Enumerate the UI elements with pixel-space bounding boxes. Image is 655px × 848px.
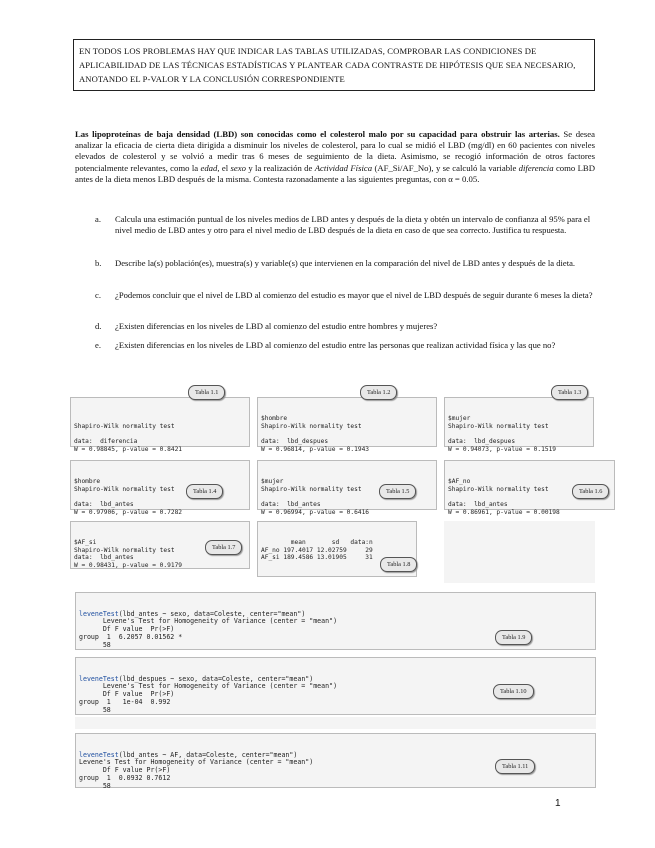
output-line: W = 0.98431, p-value = 0.9179 (74, 561, 183, 569)
output-line: W = 0.86961, p-value = 0.00198 (448, 508, 560, 516)
r-args: (lbd_antes ~ AF, data=Coleste, center="mean") (118, 750, 298, 759)
output-line: data: lbd_despues (261, 437, 329, 445)
output-line: data: lbd_antes (74, 554, 134, 562)
table-badge-1-1: Tabla 1.1 (188, 385, 225, 400)
table-badge-1-6: Tabla 1.6 (572, 484, 609, 499)
table-badge-1-8: Tabla 1.8 (380, 557, 417, 572)
table-badge-1-7: Tabla 1.7 (205, 540, 242, 555)
table-1-2 (257, 397, 437, 453)
r-args: (lbd_despues ~ sexo, data=Coleste, center="mean") (118, 674, 314, 683)
table-badge-1-10: Tabla 1.10 (493, 684, 534, 699)
r-args: (lbd_antes ~ sexo, data=Coleste, center="mean") (118, 609, 306, 618)
question-label: c. (95, 290, 101, 300)
output-line: $mujer (261, 478, 284, 486)
r-function: leveneTest (79, 674, 119, 683)
intro-connector: y la realización de (245, 162, 315, 173)
output-line: $mujer (448, 415, 471, 423)
output-line: 58 (79, 781, 111, 790)
output-line: AF_si 189.4586 13.01905 31 (261, 554, 373, 562)
output-line: Shapiro-Wilk normality test (261, 485, 362, 493)
output-line: W = 0.96814, p-value = 0.1943 (261, 445, 370, 453)
question-label: e. (95, 340, 101, 350)
output-line: group 1 6.2057 0.01562 * (79, 632, 183, 641)
output-line (448, 430, 590, 438)
table-badge-1-3: Tabla 1.3 (551, 385, 588, 400)
table-badge-1-5: Tabla 1.5 (379, 484, 416, 499)
output-line (74, 415, 246, 423)
output-line: AF_no 197.4017 12.02759 29 (261, 546, 373, 554)
output-line: data: lbd_antes (261, 500, 321, 508)
question-label: b. (95, 258, 102, 268)
question-d (95, 321, 595, 333)
output-line: Shapiro-Wilk normality test (261, 422, 362, 430)
intro-connector: , el (217, 162, 231, 173)
output-line: W = 0.94073, p-value = 0.1519 (448, 445, 557, 453)
output-line: $AF_no (448, 478, 471, 486)
output-line (261, 430, 433, 438)
output-line: 58 (79, 640, 111, 649)
intro-lead: Las lipoproteínas de baja densidad (LBD) son conocidas como el colesterol malo por su capacidad para obstruir las arterias. (75, 129, 560, 139)
question-b (95, 258, 595, 282)
output-line: $AF_si (74, 539, 97, 547)
output-line: data: lbd_antes (74, 500, 134, 508)
question-label: d. (95, 321, 102, 331)
table-badge-1-4: Tabla 1.4 (186, 484, 223, 499)
question-a (95, 214, 595, 250)
table-badge-1-11: Tabla 1.11 (495, 759, 535, 774)
output-line: W = 0.96994, p-value = 0.6416 (261, 508, 370, 516)
r-function: leveneTest (79, 609, 119, 618)
output-line: mean sd data:n (261, 539, 373, 547)
intro-var-edad: edad (200, 162, 218, 173)
output-line: data: diferencia (74, 437, 138, 445)
instructions-box (73, 39, 595, 91)
question-text: ¿Existen diferencias en los niveles de LBD al comienzo del estudio entre las personas que realizan actividad física y las que no? (115, 340, 556, 350)
output-line: group 1 1e-04 0.992 (79, 697, 171, 706)
output-line: $hombre (74, 478, 101, 486)
intro-var-af: Actividad Física (314, 162, 373, 173)
output-line: W = 0.97906, p-value = 0.7282 (74, 508, 183, 516)
intro-paragraph (75, 129, 595, 185)
intro-var-diferencia: diferencia (518, 162, 554, 173)
spacer-box (75, 717, 596, 729)
output-line: Df F value Pr(>F) (79, 766, 171, 775)
question-text: ¿Podemos concluir que el nivel de LBD al comienzo del estudio es mayor que el nivel de LBD después de seguir durante 6 meses la dieta? (115, 290, 593, 300)
output-line: $hombre (261, 415, 288, 423)
question-text: ¿Existen diferencias en los niveles de LBD al comienzo del estudio entre hombres y mujeres? (115, 321, 438, 331)
output-line: Shapiro-Wilk normality test (74, 546, 175, 554)
table-1-3 (444, 397, 594, 453)
output-line: group 1 0.0932 0.7612 (79, 773, 171, 782)
output-line: Df F value Pr(>F) (79, 690, 175, 699)
r-function: leveneTest (79, 750, 119, 759)
intro-tail: como LBD antes de la dieta menos LBD después de la misma. Contesta razonadamente a las siguientes preguntas, con α = 0.05. (75, 162, 595, 184)
table-1-1 (70, 397, 250, 453)
output-line: Levene's Test for Homogeneity of Variance (center = "mean") (79, 617, 338, 626)
question-c (95, 290, 595, 314)
table-1-4 (70, 460, 250, 516)
table-badge-1-2: Tabla 1.2 (360, 385, 397, 400)
output-line: Shapiro-Wilk normality test (74, 485, 175, 493)
question-label: a. (95, 214, 101, 224)
question-text: Calcula una estimación puntual de los niveles medios de LBD antes y después de la dieta y obtén un intervalo de confianza al 95% para el nivel medio de LBD antes y otro para el nivel medio de LBD después de la dieta en caso de que sea correcto. Justifica tu respuesta. (115, 214, 591, 236)
page-number: 1 (555, 798, 561, 809)
instructions-text: EN TODOS LOS PROBLEMAS HAY QUE INDICAR LAS TABLAS UTILIZADAS, COMPROBAR LAS CONDICIONES DE APLICABILIDAD DE LAS TÉCNICAS ESTADÍSTICAS Y PLANTEAR CADA CONTRASTE DE HIPÓTESIS QUE SEA NECESARIO, ANOTANDO EL P-VALOR Y LA CONCLUSIÓN CORRESPONDIENTE (79, 46, 576, 84)
intro-var-sexo: sexo (230, 162, 246, 173)
output-line: Levene's Test for Homogeneity of Variance (center = "mean") (79, 682, 338, 691)
output-line (74, 430, 246, 438)
table-badge-1-9: Tabla 1.9 (495, 630, 532, 645)
output-line: Shapiro-Wilk normality test (448, 485, 549, 493)
intro-connector: (AF_Si/AF_No), y se calculó la variable (372, 162, 519, 173)
output-line: data: lbd_antes (448, 500, 508, 508)
output-line: Df F value Pr(>F) (79, 625, 175, 634)
output-line: W = 0.98845, p-value = 0.8421 (74, 445, 183, 453)
output-line: 58 (79, 705, 111, 714)
output-line: Levene's Test for Homogeneity of Variance (center = "mean") (79, 758, 314, 767)
output-line: Shapiro-Wilk normality test (448, 422, 549, 430)
output-line: Shapiro-Wilk normality test (74, 422, 175, 430)
question-e (95, 340, 595, 364)
empty-output-box (444, 521, 595, 583)
question-text: Describe la(s) población(es), muestra(s) y variable(s) que intervienen en la comparación del nivel de LBD antes y después de la dieta. (115, 258, 576, 268)
intro-body: Se desea analizar la eficacia de cierta dieta dirigida a disminuir los niveles de colesterol, para lo cual se midió el LBD (mg/dl) en 60 pacientes con niveles elevados de colesterol y se volvió a medir tras 6 meses de seguimiento de la dieta. Asimismo, se recogió información de otros factores potencialmente relevantes, como la (75, 129, 595, 173)
output-line: data: lbd_despues (448, 437, 516, 445)
